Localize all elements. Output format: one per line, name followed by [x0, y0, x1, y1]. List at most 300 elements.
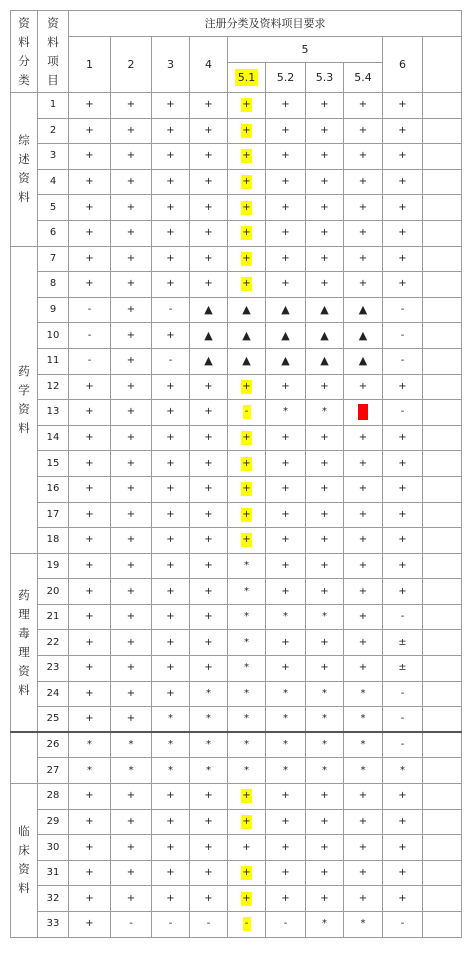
item-number: 7 — [38, 246, 69, 272]
requirement-mark: + — [85, 559, 94, 571]
group-label-char: 料 — [18, 682, 30, 697]
requirement-cell — [152, 758, 190, 784]
requirement-mark: + — [166, 636, 175, 648]
table-row — [11, 630, 462, 656]
requirement-cell — [190, 502, 228, 528]
triangle-icon: ▲ — [320, 328, 329, 342]
requirement-cell — [306, 681, 344, 707]
requirement-cell — [266, 169, 306, 195]
requirement-cell — [266, 528, 306, 554]
table-row — [11, 297, 462, 323]
requirement-mark: + — [281, 252, 290, 264]
requirement-mark: + — [320, 662, 329, 674]
item-header-char: 项 — [47, 53, 59, 68]
table-row — [11, 604, 462, 630]
item-number: 20 — [38, 579, 69, 605]
requirement-cell — [266, 272, 306, 298]
requirement-mark: + — [85, 124, 94, 136]
requirement-mark: + — [320, 201, 329, 213]
requirement-cell — [111, 246, 152, 272]
requirement-mark: + — [281, 227, 290, 239]
requirement-cell — [228, 809, 266, 835]
requirement-mark: + — [358, 252, 368, 264]
requirement-cell — [190, 758, 228, 784]
requirement-cell — [228, 784, 266, 810]
requirement-mark: ± — [398, 636, 407, 648]
category-header-char: 分 — [18, 53, 30, 68]
requirement-mark: + — [281, 432, 290, 444]
requirement-mark: + — [320, 380, 329, 392]
requirement-cell — [383, 656, 423, 682]
requirement-mark: + — [85, 457, 94, 469]
group-label-text — [11, 131, 37, 207]
requirement-cell — [111, 220, 152, 246]
requirement-cell — [69, 860, 111, 886]
requirement-cell — [383, 835, 423, 861]
requirement-cell — [111, 886, 152, 912]
group-label-char: 资 — [18, 401, 30, 416]
requirement-mark: + — [358, 815, 368, 827]
group-label — [11, 246, 38, 553]
requirement-cell — [152, 860, 190, 886]
requirement-cell — [152, 912, 190, 938]
requirement-cell — [228, 656, 266, 682]
requirements-table — [10, 10, 462, 938]
requirement-cell — [228, 630, 266, 656]
item-header-char: 资 — [47, 15, 59, 30]
requirement-mark: + — [320, 534, 329, 546]
group-label-char: 料 — [18, 190, 30, 205]
requirement-mark: + — [126, 406, 136, 418]
highlighted-mark: + — [242, 252, 251, 264]
requirement-cell — [344, 323, 383, 349]
highlighted-mark: + — [242, 457, 251, 469]
requirement-cell — [111, 297, 152, 323]
group-label-char: 药 — [18, 363, 30, 378]
requirement-cell — [190, 707, 228, 733]
requirement-cell — [344, 297, 383, 323]
requirement-mark: + — [204, 252, 213, 264]
requirement-cell — [111, 502, 152, 528]
requirement-cell — [306, 579, 344, 605]
requirement-cell — [266, 630, 306, 656]
requirement-mark: + — [204, 201, 213, 213]
empty-cell — [423, 93, 462, 119]
requirement-cell — [306, 553, 344, 579]
requirement-cell — [111, 425, 152, 451]
requirement-cell — [344, 272, 383, 298]
requirement-cell — [152, 886, 190, 912]
requirement-mark: + — [204, 892, 213, 904]
requirement-mark: + — [204, 406, 213, 418]
requirement-cell — [69, 93, 111, 119]
empty-cell — [423, 681, 462, 707]
requirement-mark: + — [281, 150, 290, 162]
requirement-cell — [111, 707, 152, 733]
requirement-mark: - — [206, 918, 211, 930]
requirement-cell — [152, 630, 190, 656]
requirement-cell — [383, 553, 423, 579]
requirement-cell — [383, 758, 423, 784]
requirement-mark: + — [398, 790, 407, 802]
table-row — [11, 784, 462, 810]
reg-class-6: 6 — [383, 37, 423, 93]
requirement-cell — [111, 732, 152, 758]
requirement-cell — [152, 784, 190, 810]
empty-header-cell — [423, 37, 462, 93]
empty-cell — [423, 886, 462, 912]
requirement-mark: + — [85, 508, 94, 520]
requirement-mark: + — [126, 355, 136, 367]
requirement-cell — [344, 732, 383, 758]
requirement-cell — [190, 323, 228, 349]
requirement-cell — [152, 425, 190, 451]
category-header-text — [11, 14, 37, 90]
requirement-mark: * — [322, 713, 327, 725]
requirement-mark: * — [283, 611, 288, 623]
requirement-cell — [266, 297, 306, 323]
table-row — [11, 758, 462, 784]
requirement-cell — [306, 118, 344, 144]
requirement-mark: + — [204, 176, 213, 188]
requirement-mark: + — [166, 867, 175, 879]
header-row-2 — [11, 37, 462, 63]
requirement-cell — [69, 912, 111, 938]
requirement-cell — [383, 784, 423, 810]
table-row — [11, 681, 462, 707]
highlighted-mark: - — [243, 405, 251, 419]
requirement-mark: * — [400, 764, 405, 776]
group-label-char: 药 — [18, 587, 30, 602]
group-label-char: 资 — [18, 862, 30, 877]
triangle-icon: ▲ — [358, 303, 368, 317]
requirement-mark: + — [85, 176, 94, 188]
empty-cell — [423, 809, 462, 835]
empty-cell — [423, 374, 462, 400]
requirement-cell — [383, 425, 423, 451]
requirement-cell — [69, 604, 111, 630]
empty-cell — [423, 579, 462, 605]
requirement-cell — [306, 502, 344, 528]
requirement-cell — [228, 476, 266, 502]
requirement-mark: + — [358, 380, 368, 392]
requirement-mark: + — [398, 534, 407, 546]
requirement-cell — [228, 425, 266, 451]
requirement-mark: + — [281, 662, 290, 674]
item-number: 10 — [38, 323, 69, 349]
requirement-mark: + — [166, 124, 175, 136]
requirement-mark: + — [85, 201, 94, 213]
requirement-cell — [190, 528, 228, 554]
requirement-cell — [383, 451, 423, 477]
requirement-cell — [69, 297, 111, 323]
requirement-mark: - — [400, 918, 405, 930]
requirement-cell — [344, 860, 383, 886]
requirement-mark: + — [281, 892, 290, 904]
empty-cell — [423, 604, 462, 630]
requirement-cell — [383, 502, 423, 528]
requirement-mark: * — [244, 636, 249, 648]
requirement-cell — [190, 630, 228, 656]
requirement-cell — [266, 707, 306, 733]
requirement-mark: + — [398, 585, 407, 597]
requirement-mark: * — [322, 687, 327, 699]
requirement-cell — [69, 425, 111, 451]
triangle-icon: ▲ — [320, 303, 329, 317]
requirement-cell — [306, 476, 344, 502]
requirement-mark: * — [322, 918, 327, 930]
table-row — [11, 809, 462, 835]
requirement-mark: + — [166, 790, 175, 802]
requirement-mark: * — [360, 739, 366, 751]
requirement-mark: + — [281, 278, 290, 290]
requirement-cell — [383, 579, 423, 605]
requirement-cell — [266, 144, 306, 170]
requirement-cell — [111, 579, 152, 605]
highlighted-mark: + — [242, 534, 251, 546]
table-row — [11, 579, 462, 605]
requirement-mark: + — [126, 483, 136, 495]
requirement-cell — [306, 809, 344, 835]
requirement-cell — [306, 220, 344, 246]
requirement-cell — [306, 195, 344, 221]
requirement-mark: * — [206, 687, 211, 699]
empty-cell — [423, 195, 462, 221]
requirement-mark: + — [398, 508, 407, 520]
requirement-mark: + — [166, 815, 175, 827]
requirement-mark: - — [129, 918, 133, 930]
requirement-cell — [190, 579, 228, 605]
requirement-mark: + — [85, 662, 94, 674]
requirement-cell — [190, 220, 228, 246]
requirement-mark: + — [126, 457, 136, 469]
requirement-cell — [190, 246, 228, 272]
requirement-mark: + — [166, 841, 175, 853]
requirement-mark: + — [398, 380, 407, 392]
requirement-mark: - — [400, 611, 405, 623]
triangle-icon: ▲ — [204, 354, 213, 368]
requirement-mark: * — [244, 687, 249, 699]
group-label-char: 料 — [18, 420, 30, 435]
requirement-cell — [306, 758, 344, 784]
requirement-cell — [69, 118, 111, 144]
requirement-mark: + — [166, 662, 175, 674]
requirement-mark: + — [204, 867, 213, 879]
requirement-cell — [111, 118, 152, 144]
item-number: 6 — [38, 220, 69, 246]
requirement-cell — [383, 681, 423, 707]
requirement-cell — [190, 809, 228, 835]
requirement-cell — [69, 348, 111, 374]
requirement-cell — [266, 886, 306, 912]
requirement-cell — [266, 246, 306, 272]
requirement-mark: + — [85, 841, 94, 853]
requirement-mark: + — [166, 687, 175, 699]
table-row — [11, 118, 462, 144]
requirement-cell — [306, 93, 344, 119]
requirement-mark: + — [204, 432, 213, 444]
empty-cell — [423, 272, 462, 298]
triangle-icon: ▲ — [320, 354, 329, 368]
requirement-cell — [344, 707, 383, 733]
requirement-mark: - — [400, 739, 405, 751]
requirement-mark: * — [244, 559, 249, 571]
requirement-cell — [190, 732, 228, 758]
requirement-mark: + — [166, 483, 175, 495]
item-number: 25 — [38, 707, 69, 733]
empty-cell — [423, 118, 462, 144]
requirement-cell — [306, 656, 344, 682]
item-number: 18 — [38, 528, 69, 554]
table-row — [11, 323, 462, 349]
group-label-text — [11, 586, 37, 700]
requirement-cell — [344, 118, 383, 144]
requirement-cell — [111, 912, 152, 938]
requirement-mark: + — [126, 380, 136, 392]
table-row — [11, 374, 462, 400]
requirement-cell — [69, 630, 111, 656]
requirement-mark: - — [87, 329, 92, 341]
requirement-cell — [344, 604, 383, 630]
requirement-cell — [344, 502, 383, 528]
table-row — [11, 425, 462, 451]
requirement-cell — [152, 681, 190, 707]
requirement-cell — [383, 860, 423, 886]
item-number: 27 — [38, 758, 69, 784]
requirement-mark: * — [168, 764, 173, 776]
requirement-mark: * — [168, 713, 173, 725]
requirement-mark: * — [87, 764, 92, 776]
triangle-icon: ▲ — [281, 303, 290, 317]
item-number: 28 — [38, 784, 69, 810]
requirement-mark: + — [166, 380, 175, 392]
requirement-mark: + — [358, 124, 368, 136]
category-header — [11, 11, 38, 93]
requirement-cell — [344, 144, 383, 170]
requirement-mark: + — [398, 124, 407, 136]
item-number: 30 — [38, 835, 69, 861]
group-label — [11, 732, 38, 783]
requirement-mark: + — [320, 585, 329, 597]
requirement-mark: + — [398, 559, 407, 571]
requirement-cell — [383, 118, 423, 144]
requirement-cell — [266, 348, 306, 374]
requirement-mark: + — [398, 252, 407, 264]
triangle-icon: ▲ — [281, 328, 290, 342]
requirement-mark: + — [204, 611, 213, 623]
requirement-mark: + — [126, 687, 136, 699]
requirement-mark: + — [398, 278, 407, 290]
requirement-mark: + — [166, 534, 175, 546]
requirement-cell — [111, 374, 152, 400]
table-row — [11, 144, 462, 170]
requirement-mark: + — [204, 508, 213, 520]
requirement-mark: * — [244, 585, 249, 597]
requirement-mark: + — [85, 611, 94, 623]
requirement-cell — [344, 579, 383, 605]
requirement-cell — [69, 169, 111, 195]
requirement-cell — [190, 681, 228, 707]
requirement-cell — [228, 886, 266, 912]
requirement-mark: + — [358, 867, 368, 879]
requirement-cell — [266, 809, 306, 835]
requirement-cell — [69, 195, 111, 221]
requirement-cell — [152, 220, 190, 246]
requirement-mark: + — [85, 99, 94, 111]
requirement-mark: + — [281, 457, 290, 469]
requirement-mark: + — [204, 278, 213, 290]
table-row — [11, 272, 462, 298]
item-number: 1 — [38, 93, 69, 119]
requirement-cell — [266, 604, 306, 630]
requirement-cell — [228, 246, 266, 272]
requirement-cell — [306, 784, 344, 810]
table-row — [11, 732, 462, 758]
requirement-cell — [383, 169, 423, 195]
requirement-cell — [69, 374, 111, 400]
requirement-mark: + — [358, 483, 368, 495]
requirement-mark: + — [320, 508, 329, 520]
requirement-mark: + — [398, 99, 407, 111]
empty-cell — [423, 656, 462, 682]
requirement-cell — [266, 553, 306, 579]
requirement-mark: + — [204, 150, 213, 162]
requirement-mark: + — [85, 278, 94, 290]
requirement-cell — [152, 579, 190, 605]
requirement-mark: + — [85, 687, 94, 699]
requirement-cell — [190, 656, 228, 682]
requirement-cell — [228, 348, 266, 374]
requirement-mark: + — [126, 227, 136, 239]
group-label-char: 床 — [18, 843, 30, 858]
requirement-mark: + — [85, 636, 94, 648]
requirement-mark: + — [358, 150, 368, 162]
table-row — [11, 246, 462, 272]
requirement-cell — [69, 144, 111, 170]
requirement-cell — [306, 144, 344, 170]
requirement-cell — [383, 323, 423, 349]
requirement-mark: + — [320, 815, 329, 827]
requirement-mark: + — [126, 790, 136, 802]
category-header-char: 资 — [18, 15, 30, 30]
requirement-mark: + — [320, 432, 329, 444]
requirement-mark: + — [166, 892, 175, 904]
requirement-cell — [266, 835, 306, 861]
requirement-cell — [69, 272, 111, 298]
group-label-char: 临 — [18, 824, 30, 839]
requirement-cell — [111, 272, 152, 298]
requirement-cell — [344, 451, 383, 477]
requirement-cell — [344, 835, 383, 861]
requirement-cell — [228, 707, 266, 733]
requirement-cell — [383, 195, 423, 221]
triangle-icon: ▲ — [358, 354, 368, 368]
group-label-text — [11, 822, 37, 898]
requirement-mark: + — [320, 483, 329, 495]
requirement-cell — [383, 604, 423, 630]
requirement-cell — [111, 169, 152, 195]
requirement-cell — [344, 476, 383, 502]
table-row — [11, 220, 462, 246]
requirement-mark: + — [358, 201, 368, 213]
requirement-cell — [190, 374, 228, 400]
group-label-char: 理 — [18, 606, 30, 621]
requirement-mark: - — [87, 355, 92, 367]
requirement-mark: + — [281, 483, 290, 495]
requirement-cell — [228, 144, 266, 170]
requirement-mark: + — [204, 227, 213, 239]
requirement-cell — [383, 809, 423, 835]
